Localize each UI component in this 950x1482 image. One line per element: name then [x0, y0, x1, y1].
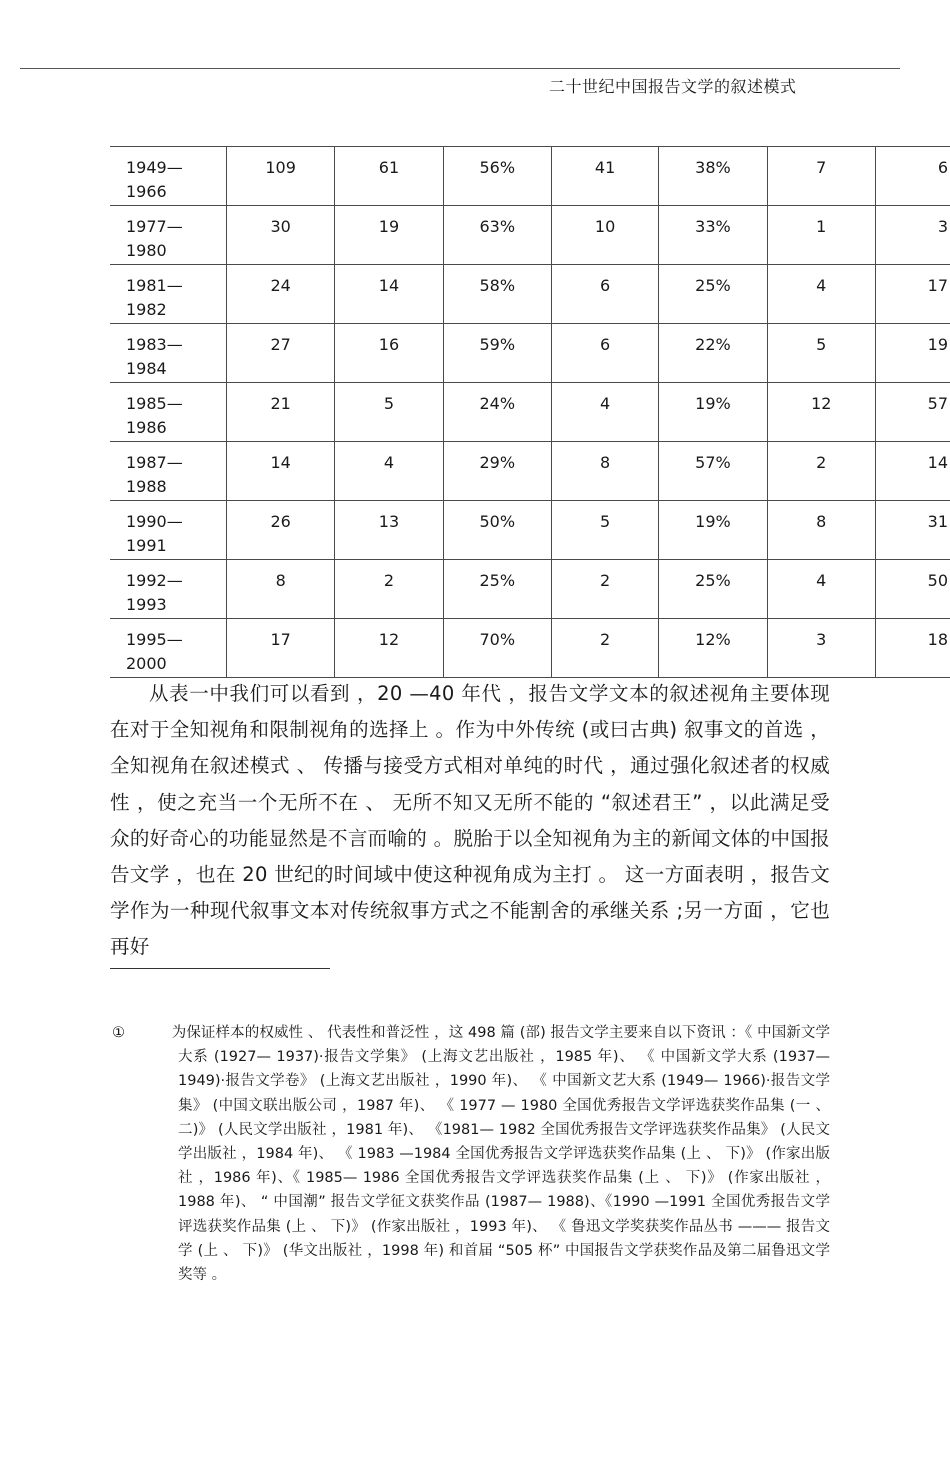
other-count-cell: 5 [767, 324, 875, 383]
period-end: 1993 [126, 595, 167, 614]
period-cell [110, 383, 226, 442]
other-pct-cell: 3 [875, 206, 950, 265]
period-cell [110, 560, 226, 619]
table-row [110, 442, 950, 501]
statistics-table [110, 146, 950, 678]
period-start: 1981— [126, 276, 183, 295]
period-cell [110, 619, 226, 678]
other-pct-cell: 19 [875, 324, 950, 383]
period-end: 2000 [126, 654, 167, 673]
omniscient-count-cell: 13 [335, 501, 443, 560]
omniscient-pct-cell: 59% [443, 324, 551, 383]
other-count-cell: 8 [767, 501, 875, 560]
other-count-cell: 3 [767, 619, 875, 678]
limited-count-cell: 10 [551, 206, 658, 265]
omniscient-count-cell: 14 [335, 265, 443, 324]
footnote [112, 1021, 831, 1287]
limited-pct-cell: 25% [659, 560, 767, 619]
table-row [110, 560, 950, 619]
other-pct-cell: 17 [875, 265, 950, 324]
omniscient-pct-cell: 58% [443, 265, 551, 324]
limited-count-cell: 6 [551, 265, 658, 324]
limited-pct-cell: 19% [659, 383, 767, 442]
body-text [110, 676, 830, 966]
period-cell [110, 501, 226, 560]
omniscient-pct-cell: 70% [443, 619, 551, 678]
period-end: 1984 [126, 359, 167, 378]
period-end: 1991 [126, 536, 167, 555]
omniscient-count-cell: 4 [335, 442, 443, 501]
limited-pct-cell: 25% [659, 265, 767, 324]
table-row [110, 383, 950, 442]
header-rule [20, 68, 900, 69]
period-cell [110, 442, 226, 501]
period-end: 1980 [126, 241, 167, 260]
limited-count-cell: 5 [551, 501, 658, 560]
table-row [110, 206, 950, 265]
limited-pct-cell: 19% [659, 501, 767, 560]
total-cell: 17 [226, 619, 334, 678]
other-count-cell: 12 [767, 383, 875, 442]
omniscient-pct-cell: 56% [443, 147, 551, 206]
total-cell: 30 [226, 206, 334, 265]
footnote-marker: ① [112, 1025, 125, 1041]
other-pct-cell: 57 [875, 383, 950, 442]
period-start: 1987— [126, 453, 183, 472]
period-cell [110, 147, 226, 206]
limited-pct-cell: 57% [659, 442, 767, 501]
omniscient-count-cell: 2 [335, 560, 443, 619]
limited-pct-cell: 38% [659, 147, 767, 206]
other-count-cell: 7 [767, 147, 875, 206]
period-cell [110, 206, 226, 265]
period-end: 1982 [126, 300, 167, 319]
limited-pct-cell: 33% [659, 206, 767, 265]
omniscient-pct-cell: 63% [443, 206, 551, 265]
total-cell: 26 [226, 501, 334, 560]
limited-count-cell: 4 [551, 383, 658, 442]
footnote-separator [110, 968, 330, 969]
other-count-cell: 1 [767, 206, 875, 265]
table-row [110, 147, 950, 206]
limited-pct-cell: 22% [659, 324, 767, 383]
period-start: 1992— [126, 571, 183, 590]
period-start: 1977— [126, 217, 183, 236]
period-end: 1988 [126, 477, 167, 496]
omniscient-count-cell: 12 [335, 619, 443, 678]
period-start: 1983— [126, 335, 183, 354]
omniscient-pct-cell: 29% [443, 442, 551, 501]
period-start: 1985— [126, 394, 183, 413]
table-row [110, 265, 950, 324]
other-pct-cell: 50 [875, 560, 950, 619]
body-paragraph: 从表一中我们可以看到 ，20 —40 年代 ，报告文学文本的叙述视角主要体现在对于全知视角和限制视角的选择上 。作为中外传统 (或曰古典) 叙事文的首选 ，全知视角在叙述模式 、 传播与接受方式相对单纯的时代 ，通过强化叙述者的权威性 ，使之充当一个无所不在 、 无所不知又无所不能的 “叙述君王” ，以此满足受众的好奇心的功能显然是不言而喻的 。脱胎于以全知视角为主的新闻文体的中国报告文学 ，也在 20 世纪的时间域中使这种视角成为主打 。 这一方面表明 ，报告文学作为一种现代叙事文本对传统叙事方式之不能割舍的承继关系 ;另一方面 ，它也再好 [110, 682, 830, 959]
omniscient-count-cell: 16 [335, 324, 443, 383]
table-row [110, 501, 950, 560]
other-pct-cell: 6 [875, 147, 950, 206]
period-start: 1995— [126, 630, 183, 649]
period-start: 1990— [126, 512, 183, 531]
limited-count-cell: 6 [551, 324, 658, 383]
other-count-cell: 4 [767, 560, 875, 619]
total-cell: 21 [226, 383, 334, 442]
period-end: 1986 [126, 418, 167, 437]
omniscient-count-cell: 61 [335, 147, 443, 206]
running-header: 二十世纪中国报告文学的叙述模式 [549, 77, 797, 96]
footnote-text: 为保证样本的权威性 、 代表性和普泛性 ，这 498 篇 (部) 报告文学主要来自以下资讯 ：《 中国新文学大系 (1927— 1937)·报告文学集》 (上海文艺出版社 ，1985 年)、 《 中国新文学大系 (1937— 1949)·报告文学卷》 (上海文艺出版社 ，1990 年)、 《 中国新文艺大系 (1949— 1966)·报告文学集》 (中国文联出版公司 ，1987 年)、 《 1977 — 1980 全国优秀报告文学评选获奖作品集 (一 、 二)》 (人民文学出版社 ，1981 年)、 《1981— 1982 全国优秀报告文学评选获奖作品集》 (人民文学出版社 ，1984 年)、 《 1983 —1984 全国优秀报告文学评选获奖作品集 (上 、 下)》 (作家出版社 ，1986 年)、《 1985— 1986 全国优秀报告文学评选获奖作品集 (上 、 下)》 (作家出版社 ，1988 年)、 “ 中国潮” 报告文学征文获奖作品 (1987— 1988)、《1990 —1991 全国优秀报告文学评选获奖作品集 (上 、 下)》 (作家出版社 ，1993 年)、 《 鲁迅文学奖获奖作品丛书 ——— 报告文学 (上 、 下)》 (华文出版社 ，1998 年) 和首届 “505 杯” 中国报告文学获奖作品及第二届鲁迅文学奖等 。 [171, 1025, 831, 1284]
limited-count-cell: 2 [551, 619, 658, 678]
table-row [110, 619, 950, 678]
other-pct-cell: 14 [875, 442, 950, 501]
limited-count-cell: 8 [551, 442, 658, 501]
limited-count-cell: 2 [551, 560, 658, 619]
omniscient-count-cell: 5 [335, 383, 443, 442]
total-cell: 24 [226, 265, 334, 324]
total-cell: 8 [226, 560, 334, 619]
period-cell [110, 265, 226, 324]
period-end: 1966 [126, 182, 167, 201]
total-cell: 109 [226, 147, 334, 206]
other-count-cell: 2 [767, 442, 875, 501]
total-cell: 14 [226, 442, 334, 501]
table-row [110, 324, 950, 383]
omniscient-pct-cell: 24% [443, 383, 551, 442]
other-count-cell: 4 [767, 265, 875, 324]
limited-pct-cell: 12% [659, 619, 767, 678]
omniscient-count-cell: 19 [335, 206, 443, 265]
period-start: 1949— [126, 158, 183, 177]
total-cell: 27 [226, 324, 334, 383]
limited-count-cell: 41 [551, 147, 658, 206]
omniscient-pct-cell: 25% [443, 560, 551, 619]
other-pct-cell: 18 [875, 619, 950, 678]
omniscient-pct-cell: 50% [443, 501, 551, 560]
other-pct-cell: 31 [875, 501, 950, 560]
period-cell [110, 324, 226, 383]
